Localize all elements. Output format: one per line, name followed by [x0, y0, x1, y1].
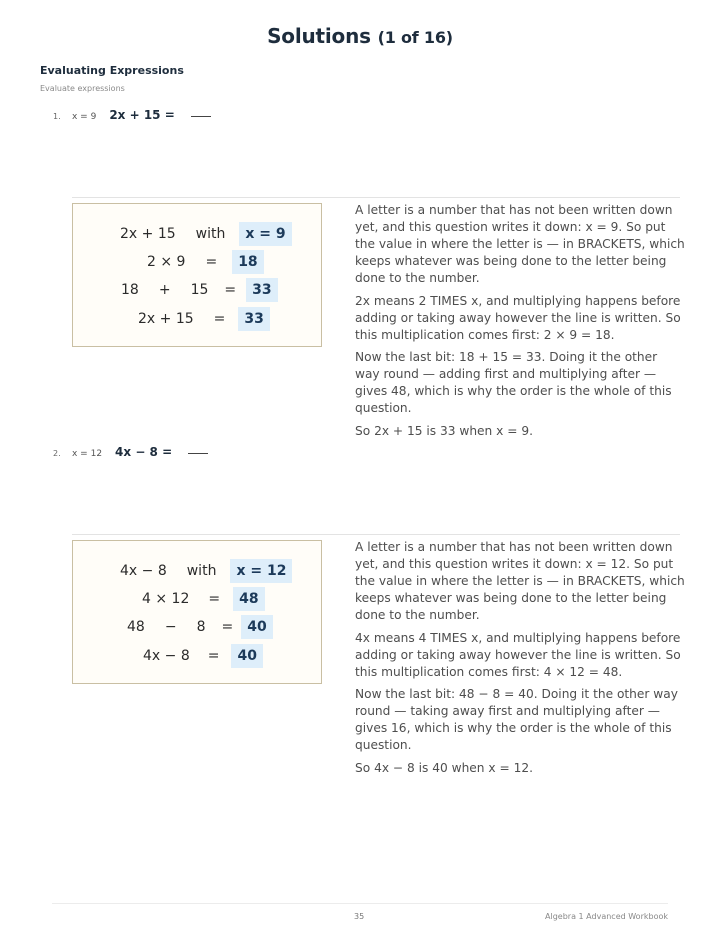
- page-title: [0, 24, 720, 48]
- explanation-conclusion: So 4x − 8 is 40 when x = 12.: [355, 760, 533, 775]
- problem-given: x = 12: [72, 449, 103, 459]
- work-expression: 4x − 8: [143, 648, 190, 664]
- work-row: [120, 559, 292, 583]
- worked-solution-box: [72, 540, 322, 684]
- work-expression: 2x + 15: [120, 226, 176, 242]
- work-result: 48: [233, 587, 264, 611]
- work-result: 18: [232, 250, 263, 274]
- work-answer: 33: [238, 307, 269, 331]
- work-term: 8: [196, 619, 206, 635]
- work-equals: =: [208, 591, 221, 607]
- book-title: Algebra 1 Advanced Workbook: [545, 912, 668, 921]
- section-title: Evaluating Expressions: [40, 64, 184, 77]
- explanation: [355, 539, 685, 782]
- explanation-paragraph: A letter is a number that has not been written down yet, and this question writes it down: x = 9. So put the value in where the letter is — in BRACKETS, which keeps whatever was being done to the letter being done to the number.: [355, 203, 685, 285]
- footer-divider: [52, 903, 668, 904]
- work-row: [121, 278, 278, 302]
- work-answer: 40: [231, 644, 262, 668]
- work-result: 40: [241, 615, 272, 639]
- work-term: 15: [190, 282, 209, 298]
- worked-solution-box: [72, 203, 322, 347]
- work-operator: +: [158, 282, 171, 298]
- work-with: with: [186, 563, 217, 579]
- problem-expression: 4x − 8 =: [115, 445, 173, 459]
- problem-given: x = 9: [72, 112, 97, 122]
- work-equals: =: [205, 254, 218, 270]
- work-equals: =: [224, 282, 237, 298]
- page-number: 35: [354, 912, 365, 921]
- work-row: [120, 222, 292, 246]
- work-equals: =: [207, 648, 220, 664]
- work-operator: −: [164, 619, 177, 635]
- page-title-main: Solutions: [267, 24, 371, 48]
- divider: [72, 534, 680, 535]
- work-with: with: [195, 226, 226, 242]
- explanation-paragraph: 2x means 2 TIMES x, and multiplying happens before adding or taking away however the line is written. So this multiplication comes first: 2 × 9 = 18.: [355, 293, 681, 342]
- problem-number: 2.: [53, 449, 61, 458]
- problem-number: 1.: [53, 112, 61, 121]
- explanation-paragraph: 4x means 4 TIMES x, and multiplying happens before adding or taking away however the line is written. So this multiplication comes first: 4 × 12 = 48.: [355, 630, 681, 679]
- work-result: 33: [246, 278, 277, 302]
- work-row: [127, 615, 273, 639]
- problem-expression: 2x + 15 =: [109, 108, 175, 122]
- work-substitution: x = 12: [230, 559, 292, 583]
- explanation: [355, 202, 685, 445]
- explanation-paragraph: Now the last bit: 18 + 15 = 33. Doing it the other way round — adding first and multiplying after — gives 48, which is why the order is the whole of this question.: [355, 350, 672, 415]
- explanation-conclusion: So 2x + 15 is 33 when x = 9.: [355, 423, 533, 438]
- work-row: [138, 307, 270, 331]
- problem-2: [53, 445, 208, 459]
- work-term: 48: [127, 619, 145, 635]
- work-term: 18: [121, 282, 139, 298]
- work-expression: 2x + 15: [138, 311, 194, 327]
- work-expression: 4x − 8: [120, 563, 167, 579]
- work-row: [143, 644, 263, 668]
- explanation-paragraph: Now the last bit: 48 − 8 = 40. Doing it the other way round — taking away first and multiplying after — gives 16, which is why the order is the whole of this question.: [355, 687, 678, 752]
- work-step: 2 × 9: [147, 254, 186, 270]
- work-substitution: x = 9: [239, 222, 291, 246]
- work-row: [147, 250, 264, 274]
- page-title-count: (1 of 16): [377, 28, 453, 47]
- explanation-paragraph: A letter is a number that has not been written down yet, and this question writes it down: x = 12. So put the value in where the letter is — in BRACKETS, which keeps whatever was being done to the letter being done to the number.: [355, 540, 685, 622]
- problem-1: [53, 108, 211, 122]
- answer-blank: [188, 451, 208, 454]
- work-equals: =: [213, 311, 226, 327]
- divider: [72, 197, 680, 198]
- work-step: 4 × 12: [142, 591, 190, 607]
- section-subtitle: Evaluate expressions: [40, 84, 125, 93]
- work-equals: =: [221, 619, 234, 635]
- work-row: [142, 587, 265, 611]
- answer-blank: [191, 114, 211, 117]
